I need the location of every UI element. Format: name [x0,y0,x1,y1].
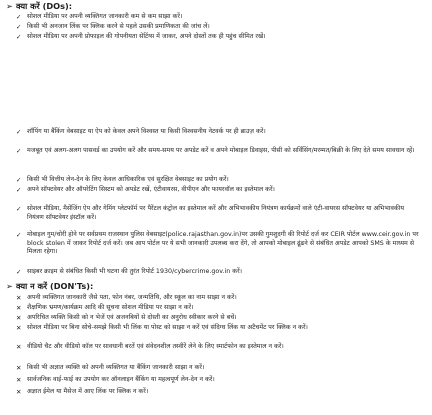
list-item-text: सोशल मीडिया, मैसेंजिंग ऐप और गेमिंग प्लेटफॉर्म पर पैरेंटल कंट्रोल का इस्तेमाल करें और अभिभावकीय नियंत्रण कार्यक्रमों वाले एंटी-वायरस सॉफ्टवेयर या अभिभावकीय नियंत्रण सॉफ्टवेयर इंस्टॉल करें। [27,205,405,221]
list-item-text: अपरिचित व्यक्ति किसी को न भेजें एवं अजनबियों से दोस्ती का अनुरोध स्वीकार करने से बचें। [27,314,237,321]
check-icon: ✓ [16,23,22,31]
cross-icon: ✕ [16,364,22,372]
list-item-text: किसी भी अनजान लिंक पर क्लिक करने से पहले उसकी प्रमाणिकता की जांच लें। [27,23,210,30]
list-item-text: सोशल मीडिया पर अपनी व्यक्तिगत जानकारी कम से कम साझा करें। [27,13,183,20]
cross-icon: ✕ [16,304,22,312]
cross-icon: ✕ [16,376,22,384]
list-item [16,33,420,42]
list-item-text: सार्वजनिक वाई-फाई का उपयोग कर ऑनलाइन बैंकिंग या महत्वपूर्ण लेन-देन न करें। [27,376,215,383]
list-item [16,205,420,222]
list-item [16,343,420,352]
arrow-bullet-icon: ➢ [6,1,13,11]
dos-heading [6,1,72,12]
check-icon: ✓ [16,13,22,21]
check-icon: ✓ [16,205,22,213]
list-item [16,388,420,397]
list-item-text: शैक्षणिक भ्रमण/कार्यक्रम आदि की सूचना सोशल मीडिया पर साझा न करें। [27,304,194,311]
check-icon: ✓ [16,176,22,184]
list-item [16,376,420,385]
donts-heading-text: क्या न करें (DON'Ts): [16,281,94,291]
cross-icon: ✕ [16,324,22,332]
list-item-text: सोशल मीडिया पर बिना सोचे-समझे किसी भी लिंक या पोस्ट को साझा न करें एवं संदिग्ध लिंक या अटैचमेंट पर क्लिक न करें। [27,324,308,331]
list-item [16,128,420,137]
list-item-text: अज्ञात ईमेल या मैसेज में आए लिंक पर क्लिक न करें। [27,388,149,395]
check-icon: ✓ [16,128,22,136]
check-icon: ✓ [16,33,22,41]
list-item-text: अपने सॉफ्टवेयर और ऑपरेटिंग सिस्टम को अपडेट रखें, एंटीवायरस, वीपीएन और फायरवॉल का इस्तेमाल करें। [27,186,275,193]
dos-heading-text: क्या करें (DOs): [16,1,72,11]
list-item-text: किसी भी अज्ञात व्यक्ति को अपनी व्यक्तिगत या बैंकिंग जानकारी साझा न करें। [27,364,205,371]
list-item [16,231,420,257]
list-item-text: वीडियो चैट और वीडियो कॉल पर सावधानी बरतें एवं संवेदनशील तस्वीरें लेने के लिए स्मार्टफोन का इस्तेमाल न करें। [27,343,284,350]
list-item [16,324,420,333]
check-icon: ✓ [16,268,22,276]
list-item-text: शॉपिंग या बैंकिंग वेबसाइट या ऐप को केवल अपने विश्वस्त या किसी विश्वसनीय नेटवर्क पर ही ब्राउज़ करें। [27,128,266,135]
check-icon: ✓ [16,147,22,155]
list-item [16,186,420,195]
list-item [16,294,420,303]
arrow-bullet-icon: ➢ [6,281,13,291]
cross-icon: ✕ [16,388,22,396]
check-icon: ✓ [16,186,22,194]
list-item [16,13,420,22]
cross-icon: ✕ [16,343,22,351]
list-item-text: किसी भी वित्तीय लेन-देन के लिए केवल आधिकारिक एवं सुरक्षित वेबसाइट का प्रयोग करें। [27,176,229,183]
check-icon: ✓ [16,231,22,239]
list-item [16,364,420,373]
donts-heading [6,281,93,292]
list-item [16,314,420,323]
list-item [16,23,420,32]
dos-top-section [0,0,432,92]
list-item-text: मोबाइल गुम/चोरी होने पर सर्वप्रथम राजस्थान पुलिस वेबसाइट(police.rajasthan.gov.in)पर उसकी गुमशुदगी की रिपोर्ट दर्ज कर CEIR पोर्टल www.ceir.gov.in पर block stolen में जाकर रिपोर्ट दर्ज करें। जब आप पोर्टल पर ये सभी जानकारी उपलब्ध करा देंगे, तो आपको मोबाइल ढूंढने से संबंधित अपडेट आपको SMS के माध्यम से मिलता रहेगा। [27,231,419,256]
list-item [16,147,420,156]
page-gap [0,92,432,128]
list-item-text: साइबर क्राइम से संबंधित किसी भी घटना की तुरंत रिपोर्ट 1930/cybercrime.gov.in करें। [27,268,243,275]
cross-icon: ✕ [16,314,22,322]
list-item-text: अपनी व्यक्तिगत जानकारी जैसे पता, फोन नंबर, जन्मतिथि, और स्कूल का नाम साझा न करें। [27,294,237,301]
list-item [16,304,420,313]
list-item-text: सोशल मीडिया पर अपनी प्रोफाइल की गोपनीयता सेटिंग्स में जाकर, अपने दोस्तों तक ही पहुंच सीमित रखें। [27,33,266,40]
list-item [16,176,420,185]
list-item [16,268,420,277]
list-item-text: मजबूत एवं अलग-अलग पासवर्ड का उपयोग करें और समय-समय पर अपडेट करें व अपने मोबाइल डिवाइस, पीसी को सर्विसिंग/मरम्मत/बिक्री के लिए देते समय सावधान रहें। [27,147,415,154]
dos-bottom-section [0,128,432,415]
cross-icon: ✕ [16,294,22,302]
